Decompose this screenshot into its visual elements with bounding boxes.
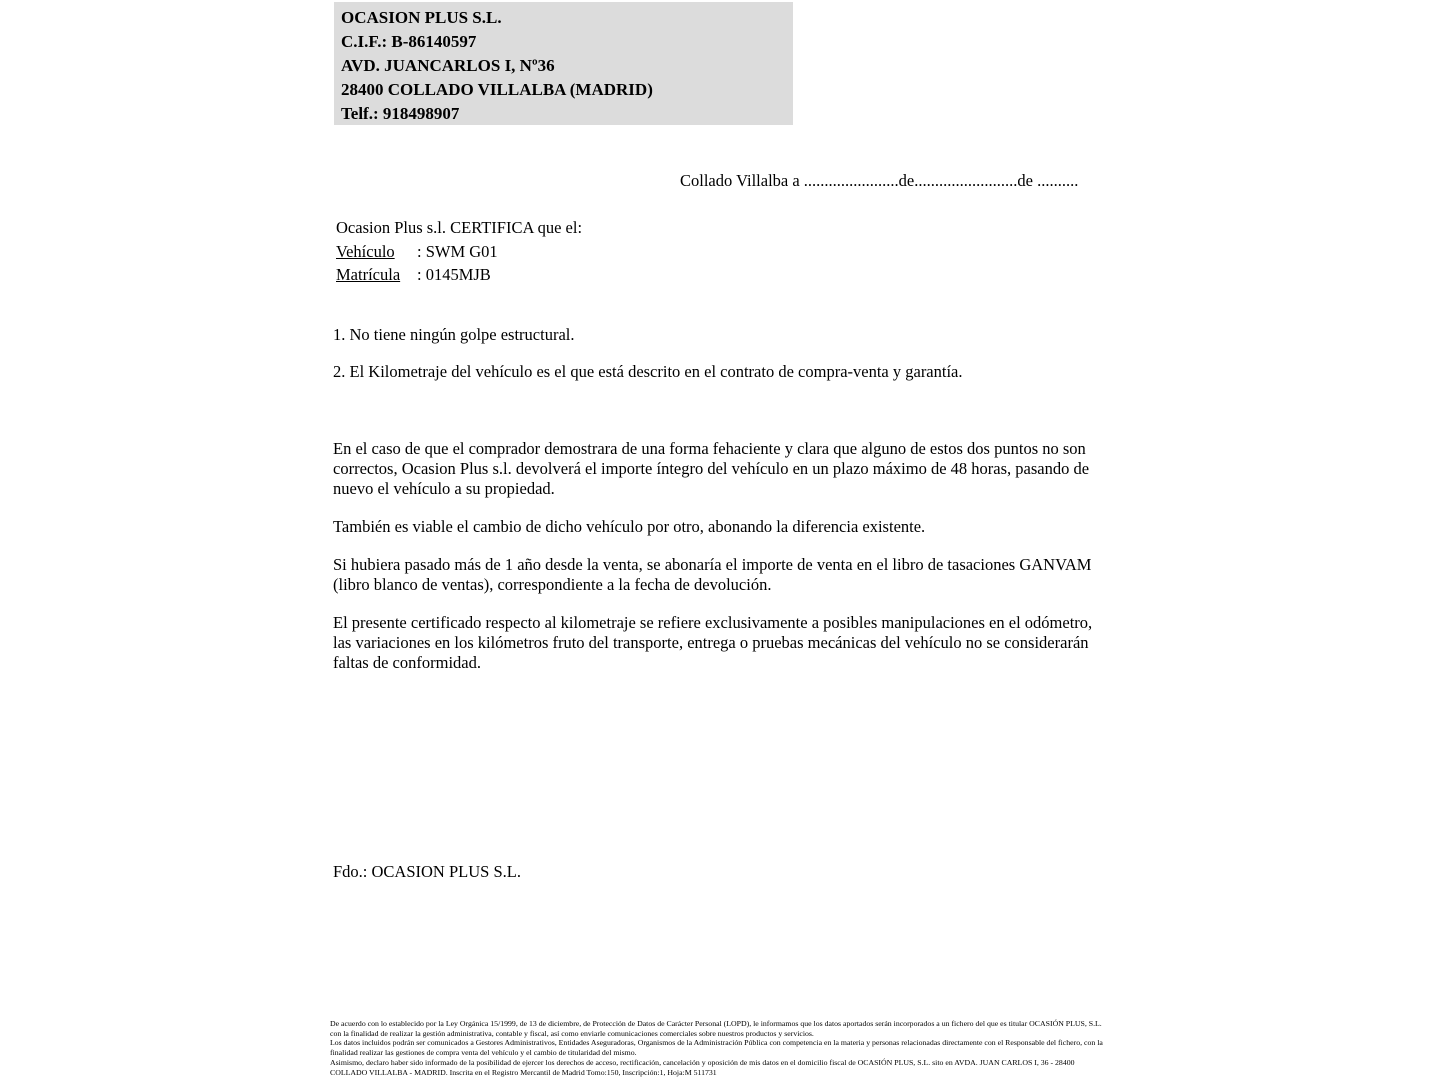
- legal-paragraph-lopd: De acuerdo con lo establecido por la Ley Orgánica 15/1999, de 13 de diciembre, de Protección de Datos de Carácter Personal (LOPD), le informamos que los datos aportados serán incorporados a un fichero del que es titular OCASIÓN PLUS, S.L. con la finalidad de realizar la gestión administrativa, contable y fiscal, así como enviarle comunicaciones comerciales sobre nuestros productos y servicios.: [330, 1019, 1102, 1038]
- legal-footer: [330, 1019, 1108, 1077]
- certificate-block: [336, 216, 582, 287]
- date-line: Collado Villalba a .......................de.........................de ..........: [680, 171, 1079, 190]
- plate-label: Matrícula: [336, 265, 401, 284]
- paragraph-odometer: El presente certificado respecto al kilometraje se refiere exclusivamente a posibles manipulaciones en el odómetro, las variaciones en los kilómetros fruto del transporte, entrega o pruebas mecánicas del vehículo no se considerarán faltas de conformidad.: [333, 613, 1093, 672]
- company-cif: C.I.F.: B-86140597: [341, 32, 477, 51]
- vehicle-row: [336, 240, 582, 264]
- point-2: 2. El Kilometraje del vehículo es el que está descrito en el contrato de compra-venta y garantía.: [333, 362, 963, 381]
- plate-row: [336, 263, 582, 287]
- vehicle-value: : SWM G01: [417, 241, 498, 261]
- plate-value: : 0145MJB: [417, 265, 491, 284]
- company-name: OCASION PLUS S.L.: [341, 8, 502, 27]
- company-city: 28400 COLLADO VILLALBA (MADRID): [341, 80, 653, 99]
- certify-intro: Ocasion Plus s.l. CERTIFICA que el:: [336, 218, 583, 237]
- paragraph-exchange: También es viable el cambio de dicho vehículo por otro, abonando la diferencia existente.: [333, 517, 926, 536]
- legal-paragraph-data-sharing: Los datos incluidos podrán ser comunicados a Gestores Administrativos, Entidades Aseguradoras, Organismos de la Administración Pública con competencia en la materia y personas relacionadas directamente con el Responsable del fichero, con la finalidad realizar las gestiones de compra venta del vehículo y el cambio de titularidad del mismo.: [330, 1038, 1103, 1058]
- paragraph-refund: En el caso de que el comprador demostrara de una forma fehaciente y clara que alguno de estos dos puntos no son correctos, Ocasion Plus s.l. devolverá el importe íntegro del vehículo en un plazo máximo de 48 horas, pasando de nuevo el vehículo a su propiedad.: [333, 439, 1090, 498]
- company-phone: Telf.: 918498907: [341, 104, 460, 123]
- company-info-box: [334, 2, 793, 125]
- legal-paragraph-rights: Asimismo, declaro haber sido informado de la posibilidad de ejercer los derechos de acceso, rectificación, cancelación y oposición de mis datos en el domicilio fiscal de OCASIÓN PLUS, S.L. sito en AVDA. JUAN CARLOS I, 36 - 28400 COLLADO VILLALBA - MADRID. Inscrita en el Registro Mercantil de Madrid Tomo:150, Inscripción:1, Hoja:M 511731: [330, 1057, 1075, 1077]
- point-1: 1. No tiene ningún golpe estructural.: [333, 325, 575, 344]
- body-text: [333, 439, 1099, 691]
- company-address: AVD. JUANCARLOS I, Nº36: [341, 56, 555, 75]
- paragraph-ganvam: Si hubiera pasado más de 1 año desde la venta, se abonaría el importe de venta en el libro de tasaciones GANVAM (libro blanco de ventas), correspondiente a la fecha de devolución.: [333, 555, 1092, 594]
- vehicle-label: Vehículo: [336, 241, 395, 261]
- points-block: [333, 325, 1103, 399]
- signature-line: Fdo.: OCASION PLUS S.L.: [333, 862, 521, 881]
